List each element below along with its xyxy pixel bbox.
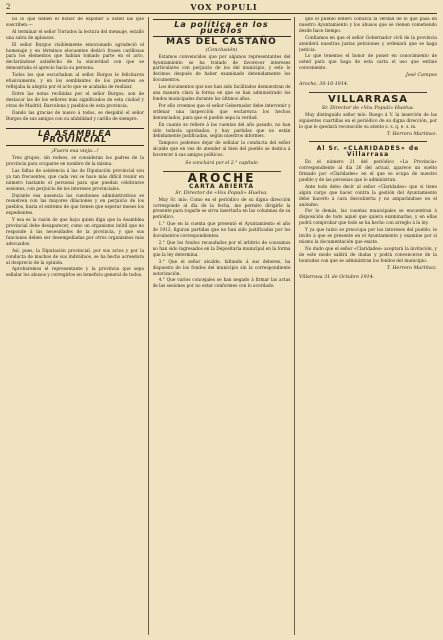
- paragraph: Al terminar el señor Torrados la lectura del mensaje, estalló una salva de aplausos.: [6, 29, 144, 41]
- paragraph: Durante esa ausencia las cuestiones administrativas se resuelven con las mayores dilaciones y en perjuicio de los pueblos, hasta el extremo de que tienen que esperar meses los expedientes.: [6, 193, 144, 217]
- paragraph: Es lo que tienen el honor de exponer á usted las que suscriben.—: [6, 17, 144, 28]
- paragraph: Confiamos en que el señor Gobernador civil de la provincia atenderá nuestras justas peticiones y ordenará que se haga justicia.: [299, 35, 437, 53]
- addressee: Sr. Director de «Vox Populi» Huelva.: [175, 189, 268, 196]
- dateline: Villarrasa 31 de Octubre 1914.: [299, 274, 375, 280]
- column-divider: [148, 17, 149, 635]
- paragraph: Aprobaremos el representante y la provincia que sepa señalar los abusos y corregirlos en beneficio general de todos.: [6, 267, 144, 279]
- paragraph: 4.° Que varios concejales se han negado á firmar las actas de las sesiones por no estar conformes con lo acordado.: [152, 278, 291, 290]
- article-title-mas-del-castano: MAS DEL CASTAÑO: [166, 36, 277, 47]
- page-number: 2: [6, 3, 11, 11]
- addressee: Sr. Director de «Vox Populi» Huelva.: [321, 104, 415, 111]
- paragraph: Dando las gracias de nuevo á todos, se despidió el señor Burgos de sus amigos con su afabilidad y cariño de siempre.: [6, 110, 144, 122]
- paragraph: Entre las notas recibidas por el señor Burgos, son de destacar las de los señores más significados de esta ciudad y otras de Madrid, Barcelona y pueblos de esta provincia.: [6, 91, 144, 109]
- paragraph: Todos los que escuchaban al señor Burgos le felicitaron efusivamente, y en los semblantes de los presentes se reflejaba la alegría por el acto que se acababa de realizar.: [6, 73, 144, 90]
- paragraph: Por ello creemos que el señor Gobernador debe intervenir y ordenar una inspección que esclarezca los hechos denunciados, para que el pueblo sepa la verdad.: [152, 103, 291, 121]
- paragraph: Ante todo debo decir al señor «Claridades» que si tiene algún cargo que hacer contra la gestión del Ayuntamiento debe hacerlo á cara descubierta y no amparándose en el anónimo.: [299, 184, 437, 208]
- column-2: [153, 17, 291, 635]
- masthead-title: VOX POPULI: [190, 2, 258, 12]
- paragraph: En el número 21 del periódico «La Provincia» correspondiente al día 26 del actual, aparece un suelto firmado por «Claridades» en el que se ocupa de nuestro pueblo y de las personas que lo administran.: [299, 160, 437, 183]
- column-1: [6, 17, 144, 635]
- article-title-aroche: AROCHE: [187, 170, 256, 185]
- paragraph: Lo que tenemos el honor de poner en conocimiento de usted para que haga de esta carta el uso que estime conveniente.: [299, 54, 437, 72]
- paragraph: Los documentos que nos han sido facilitados demuestran de una manera clara la forma en que se han administrado los fondos municipales durante los últimos años.: [152, 85, 291, 102]
- signature: José Campos: [405, 73, 437, 79]
- article-subtitle: ¡Fuera esa vieja...!: [51, 148, 99, 155]
- paragraph: que el pueblo entero conozca la verdad de lo que pasa en nuestro Ayuntamiento y los abusos que se vienen cometiendo desde hace tiempo.: [299, 17, 437, 34]
- article-divider: [309, 141, 427, 142]
- dateline: Aroche, 30-10-1914.: [299, 82, 349, 88]
- paragraph: Y esa es la razón de que haya quien diga que la Asamblea provincial debe desaparecer, como un organismo inútil que no responde á las necesidades de la provincia, y que sus funciones deben ser desempeñadas por otros organismos más adecuados.: [6, 218, 144, 247]
- continuation-label: (Conclusión): [205, 46, 238, 53]
- paragraph: El señor Burgos visiblemente emocionado agradeció el homenaje y en términos elocuentes dedicó frases cariñosas para los elementos que habian tomado parte en el acto, declarándose satisfecho de la sinceridad con que se demostraba el aprecio hacia su persona.: [6, 42, 144, 72]
- paragraph: 1.° Que en la cuenta que presentó el Ayuntamiento el año de 1913, figuran partidas que no han sido justificadas por los documentos correspondientes.: [152, 222, 291, 240]
- section-title-asamblea: LA ASAMBLEA PROVINCIAL: [6, 128, 144, 146]
- page-header: [6, 2, 437, 12]
- columns: [6, 17, 437, 635]
- header-rule: [6, 13, 437, 14]
- article-divider: [309, 92, 427, 93]
- paragraph: 3.° Que el señor alcalde, faltando á sus deberes, ha dispuesto de los fondos del municipio sin la correspondiente autorización.: [152, 259, 291, 277]
- column-divider: [294, 17, 295, 635]
- section-title-politica: La política en los pueblos: [153, 19, 291, 37]
- paragraph: Y ya que tanto se preocupa por los intereses del pueblo, le invito á que se presente en el Ayuntamiento y examine por sí mismo la documentación que existe.: [299, 228, 437, 245]
- column-3: [299, 17, 437, 635]
- signature: T. Herrero Martínez.: [386, 265, 437, 271]
- article-title-claridades: Al Sr. «CLARIDADES» de Villarrasa: [316, 145, 420, 159]
- paragraph: Así, pues, la Diputación provincial, por sus actos y por la conducta de muchos de sus individuos, se ha hecho acreedora al desprecio de la opinión.: [6, 248, 144, 266]
- continuation-note: Se concluirá por el 2.° capítulo: [185, 161, 258, 167]
- paragraph: Muy Sr. mío: Como en el periódico de su digna dirección corresponde al día de la fecha, me permito dirigirle la presente para rogarle se sirva insertarla en las columnas de su periódico.: [152, 197, 291, 221]
- paragraph: En cuanto se refiere á las cuentas del año pasado, no han sido todavía aprobadas, y hay partidas que no están debidamente justificadas, según nuestros informes.: [152, 122, 291, 140]
- paragraph: Las faltas de asistencia á las de Diputación provincial son ya tan frecuentes, que cada vez se hace más difícil reunir en número bastante el personal para que puedan celebrarse sesiones, con perjuicio de los intereses provinciales.: [6, 168, 144, 192]
- article-subtitle-carta: CARTA ABIERTA: [189, 182, 254, 190]
- article-title-villarrasa: VILLARRASA: [327, 93, 409, 105]
- paragraph: Estamos convencidos que por algunos representantes del Ayuntamiento se ha tratado de favorecer intereses particulares con perjuicio de los del municipio, y esto lo decimos después de haber examinado detenidamente los documentos.: [152, 54, 291, 84]
- paragraph: Por lo demás, las cuentas municipales se encuentran á disposición de todo aquel que quiera examinarlas, y en ellas podrá comprobar que todo se ha hecho con arreglo á la ley.: [299, 209, 437, 227]
- paragraph: 2.° Que los fondos recaudados por el arbitrio de consumos no han sido ingresados en la Depositaría municipal en la forma que la ley determina.: [152, 241, 291, 258]
- paragraph: No dudo que el señor «Claridades» aceptará la invitación, y de este modo saldrá de dudas y podrá convencerse de la honradez con que se administran los fondos del municipio.: [299, 246, 437, 264]
- signature: T. Herrero Martínez.: [386, 131, 437, 137]
- paragraph: Muy distinguido señor mío: Ruego á V. la inserción de las siguientes cuartillas en el periódico de su digna dirección, por lo que le quedará reconocido su atento s. s. q. e. s. m.: [299, 112, 437, 130]
- paragraph: Tampoco podemos dejar de señalar la conducta del señor alcalde que en vez de atender al bien del pueblo se dedica á favorecer á sus amigos políticos.: [152, 141, 291, 159]
- paragraph: Tres grupos, sin rodeos, se consideran los padres de la provincia para ocuparse en nombre de la misma.: [6, 156, 144, 168]
